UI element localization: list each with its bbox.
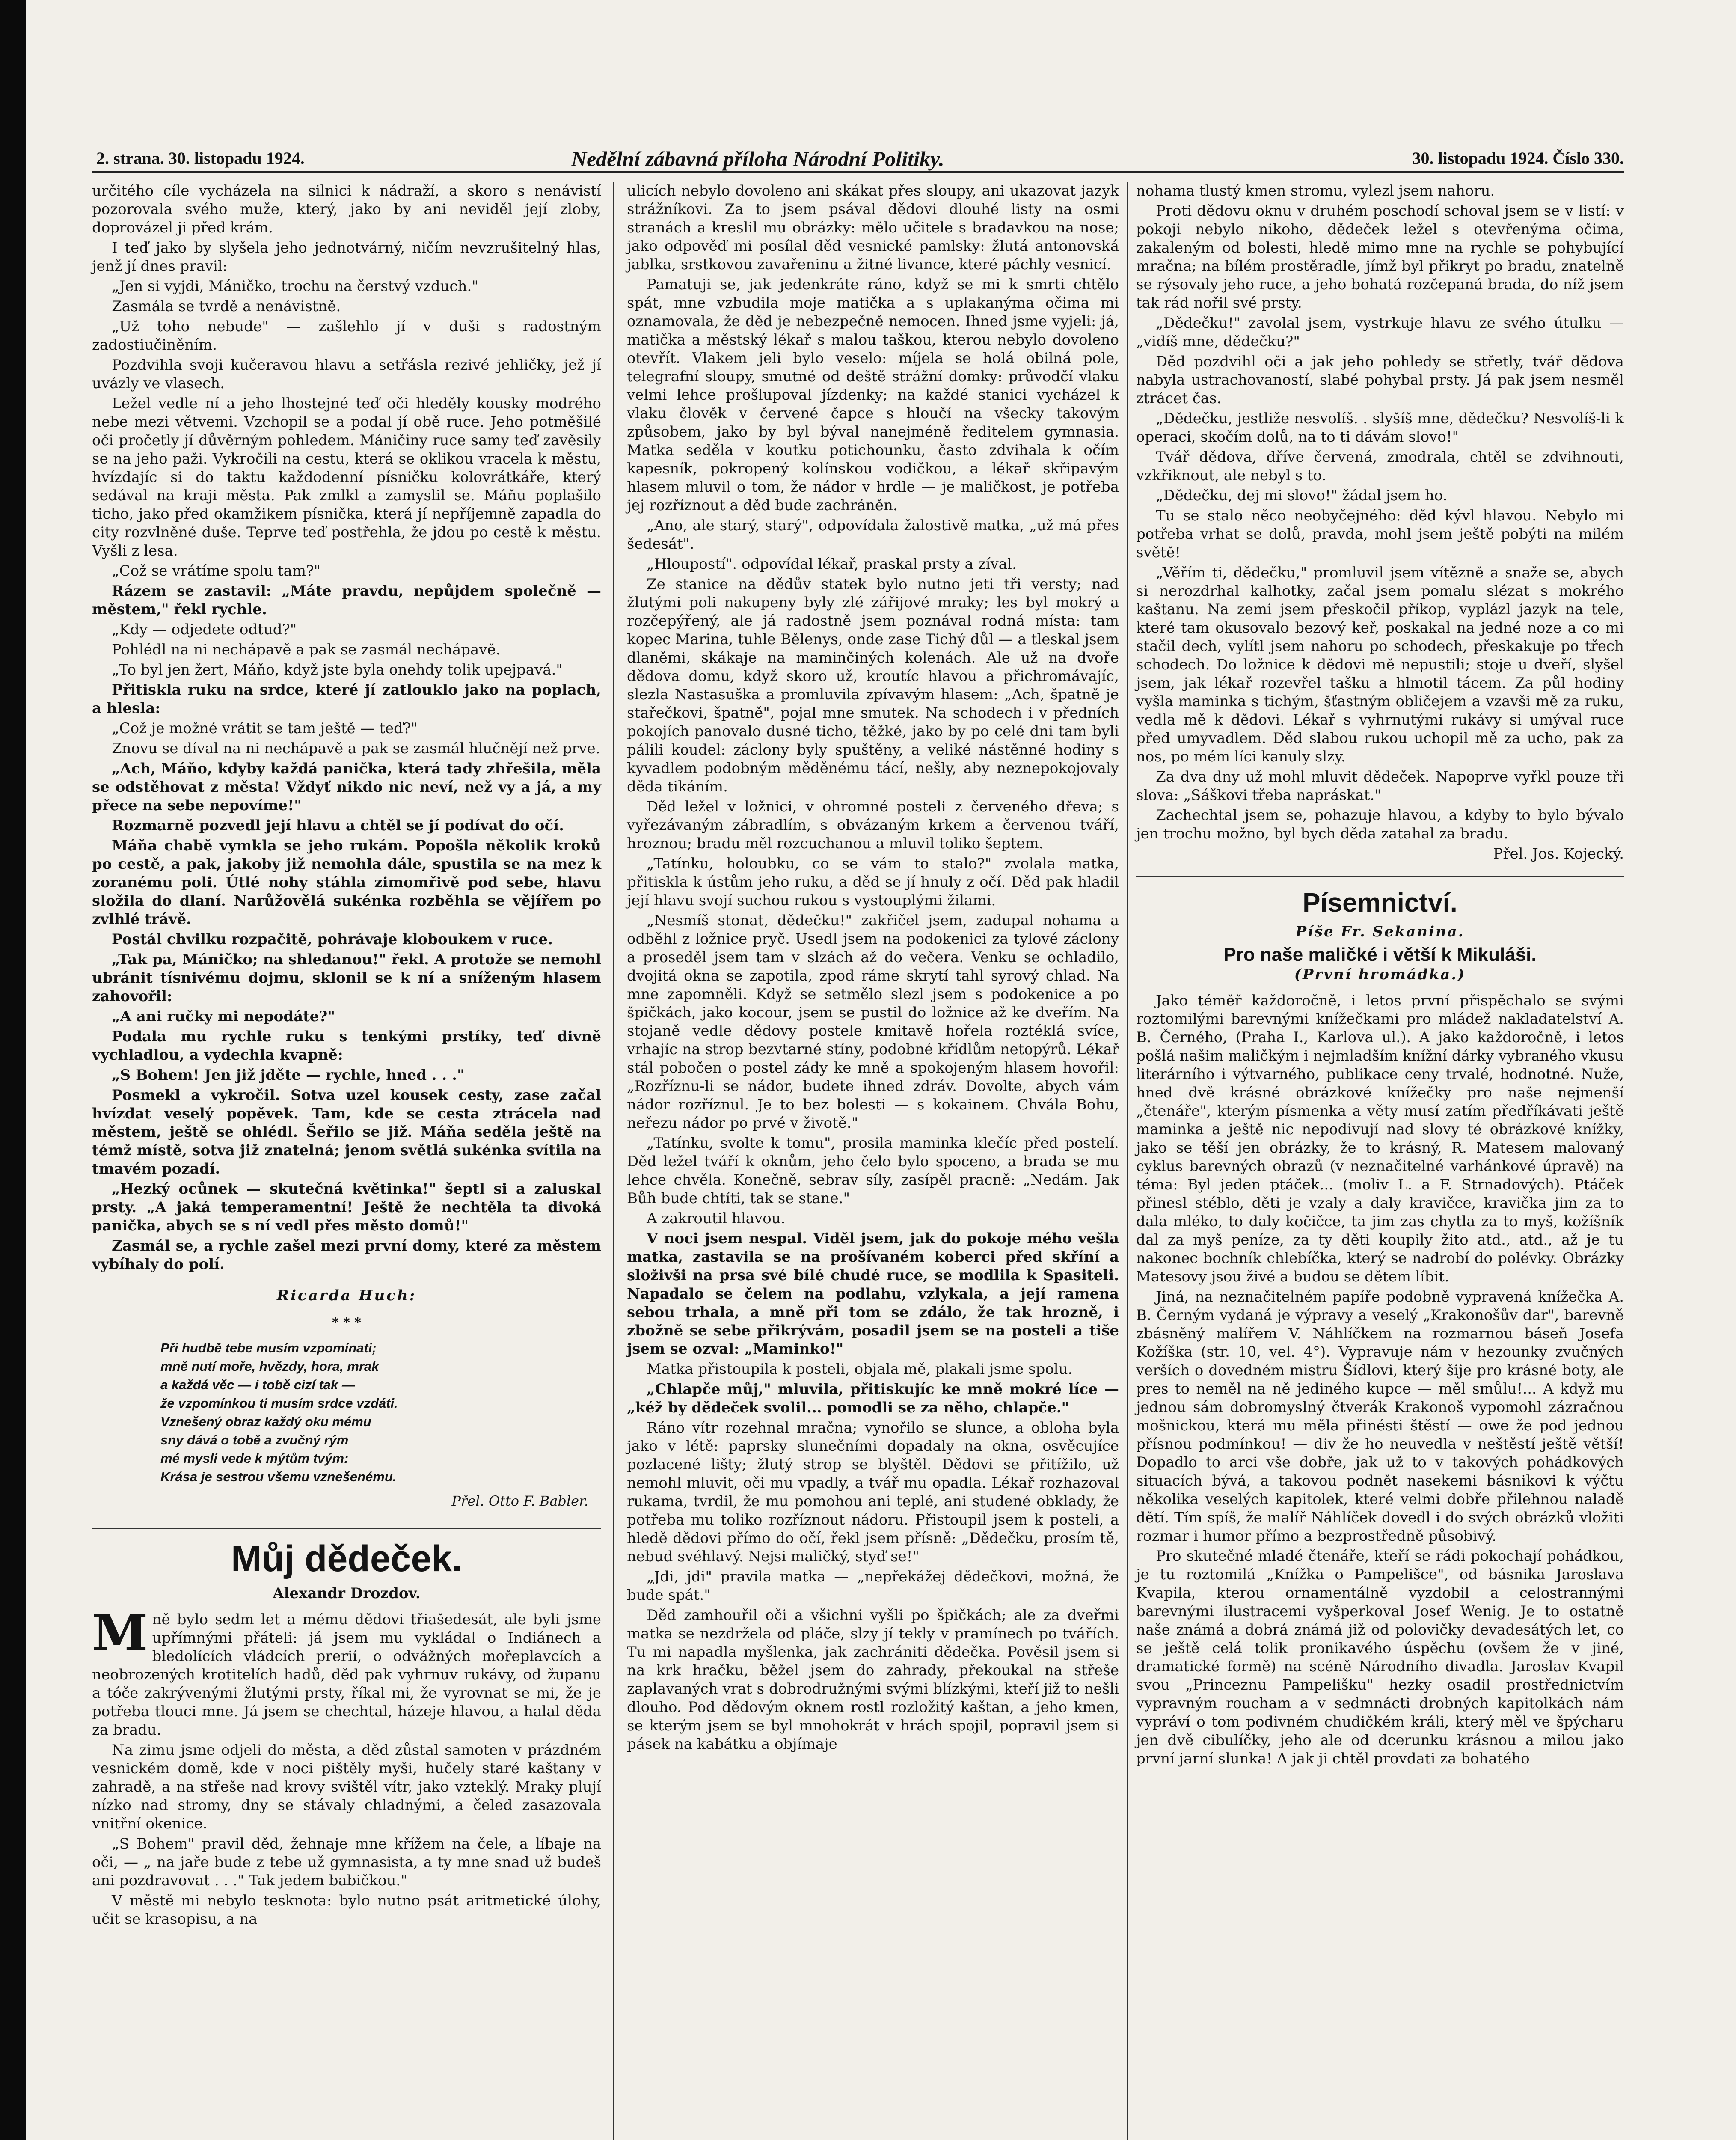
paragraph: „Dědečku, dej mi slovo!" žádal jsem ho. [1156,487,1448,504]
paragraph: „Chlapče můj," mluvila, přitiskujíc ke mně mokré líce — „kéž by dědeček svolil... pomodli se za něho, chlapče." [627,1381,1119,1416]
paragraph: „A ani ručky mi nepodáte?" [112,1008,335,1025]
story-author: Alexandr Drozdov. [273,1585,421,1602]
paragraph: „Tatínku, svolte k tomu", prosila maminka klečíc před postelí. Děd ležel tváří k oknům, jeho čelo bylo spoceno, a brada se mu lehce chvěla. Konečně, sebrav síly, zasípěl pracně: „Nedám. Jak Bůh bude chtíti, tak se stane." [627,1135,1119,1207]
paragraph: Přitiskla ruku na srdce, které jí zatlouklo jako na poplach, a hlesla: [92,681,601,717]
poem-line: Krása je sestrou všemu vznešenému. [160,1469,397,1484]
newspaper-page [92,141,1624,2140]
separator [1136,876,1624,877]
paragraph: Zasmál se, a rychle zašel mezi první domy, které za městem vybíhaly do polí. [92,1237,601,1273]
paragraph: Děd zamhouřil oči a všichni vyšli po špičkách; ale za dveřmi matka se nezdržela od pláče, slzy jí tekly v pramínech po tvářích. Tu mi napadla myšlenka, jak zachrániti dědečka. Pověsil jsem si na krk hračku, běžel jsem do zahrady, překoukal na střeše zaplavaných vrat s dobrodružnými svými blízkými, kteří již to nešli dlouho. Pod dědovým oknem rostl rozložitý kaštan, a jeho kmen, se kterým jsem se byl mnohokrát v hrách spojil, popravil jsem si pásek na kabátku a objímaje [627,1607,1119,1753]
paragraph: V městě mi nebylo tesknota: bylo nutno psát aritmetické úlohy, učit se krasopisu, a na [92,1892,601,1928]
poem-line: sny dává o tobě a zvučný rým [160,1433,349,1447]
paragraph: Tvář dědova, dříve červená, zmodrala, chtěl se zdvihnouti, vzkřiknout, ale nebyl s to. [1136,449,1624,484]
paragraph: „Věřím ti, dědečku," promluvil jsem vítězně a snaže se, abych si nerozdrhal kalhotky, začal jsem pomalu slézat s mokrého kaštanu. Na zemi jsem přeskočil příkop, vyplázl jazyk na tele, které tam okusovalo bezový keř, poskakal na jedné noze a co mi stačil dech, vylítl jsem nahoru po schodech, přeskakuje po třech schodech. Do ložnice k dědovi mě nepustili; stoje u dveří, slyšel jsem, jak lékař rozevřel tašku a hlmotil tácem. Za půl hodiny vyšla maminka s tichým, šťastným obličejem a vzavši mě za ruku, vedla mě k dědovi. Lékař s vyhrnutými rukávy si umýval ruce před umyvadlem. Děd slabou rukou uchopil mě za ucho, pak za nos, po mém líci kanuly slzy. [1136,564,1624,765]
paragraph: I teď jako by slyšela jeho jednotvárný, ničím nevzrušitelný hlas, jenž jí dnes pravil: [92,239,601,275]
header-date-right: 30. listopadu 1924. Číslo 330. [1412,149,1624,168]
paragraph: Děd ležel v ložnici, v ohromné posteli z červeného dřeva; s vyřezávaným zábradlím, s obvázaným krkem a červenou tváří, hroznou; bradu měl rozcuchanou a mluvil toliko šeptem. [627,798,1119,852]
paragraph: Pamatuji se, jak jedenkráte ráno, když se mi k smrti chtělo spát, mne vzbudila moje matička a s uplakanýma očima mi oznamovala, že děd je nebezpečně nemocen. Ihned jsme vyjeli: já, matička a městský lékař s malou taškou, kterou nebylo dovoleno otevřít. Vlakem jeli bylo veselo: míjela se holá obilná pole, telegrafní sloupy, smutné od deště strážní domky: průvodčí vlaku velmi lehce prošlupoval jízdenky; na každé stanici vycházel k vlaku člověk v červené čapce s hloučí na všecky takovým způsobem, jako by byl býval nanejméně ředitelem gymnasia. Matka seděla v koutku potichounku, často zdvihala k očím kapesník, pokropený kolínskou vodičkou, a lékař skřipavým hlasem mluvil o tom, že nádor v hrdle — je maličkost, je potřeba jej rozříznout a děd bude zachráněn. [627,276,1119,514]
header-masthead: Nedělní zábavná příloha Národní Politiky. [571,147,944,171]
paragraph: Máňa chabě vymkla se jeho rukám. Popošla několik kroků po cestě, a pak, jakoby již nemohla dále, spustila se na mez k zoranému poli. Útlé nohy stáhla zimomřivě pod sebe, hlavu složila do dlaní. Narůžovělá sukénka rozběhla se vějířem po zvlhlé trávě. [92,837,601,928]
column-rule [1127,182,1128,2140]
paragraph: Proti dědovu oknu v druhém poschodí schoval jsem se v listí: v pokoji nebylo nikoho, dědeček ležel s otevřenýma očima, zakaleným od bolesti, hledě mimo mne na rychle se pohybující mračna; na bílém prostěradle, jímž byl přikryt po bradu, znatelně se rýsovaly jeho ruce, a jeho bohatá rozčepaná brada, do níž jsem tak rád nořil své prsty. [1136,202,1624,312]
paragraph: určitého cíle vycházela na silnici k nádraží, a skoro s nenávistí pozorovala svého muže, který, jako by ani neviděl její zloby, doprovázel ji před krám. [92,182,601,236]
paragraph: „Jdi, jdi" pravila matka — „nepřekážej dědečkovi, možná, že bude spát." [627,1568,1119,1604]
section-heading: Pro naše maličké i větší k Mikuláši. [1223,944,1537,965]
poem-line: Vznešený obraz každý oku mému [160,1414,371,1429]
paragraph: Znovu se díval na ni nechápavě a pak se zasmál hlučnějí než prve. [112,740,600,757]
paragraph-text: ně bylo sedm let a mému dědovi třiašedesát, ale byli jsme upřímnými přáteli: já jsem mu vykládal o Indiánech a bledolících vládcích prerií, o odvážných mořeplavcích a neobrozených krotitelích hadů, děd pak vyhrnuv rukávy, od županu a tóče zakrývenými žlutými prsty, říkal mi, že vyrovnat se mi, že je potřeba tlouci mne. Já jsem se chechtal, házeje hlavou, a halal děda za bradu. [92,1611,601,1739]
story-translator: Přel. Jos. Kojecký. [1493,845,1624,862]
poem [92,1339,601,1486]
page-header [92,146,1624,173]
poem-line: Při hudbě tebe musím vzpomínati; [160,1340,377,1355]
paragraph: „Což je možné vrátit se tam ještě — teď?" [112,720,418,737]
paragraph: Tu se stalo něco neobyčejného: děd kývl hlavou. Nebylo mi potřeba vrhat se dolů, pravda, mohl jsem ještě pobýti na milém světě! [1136,507,1624,561]
poem-stars: * * * [332,1315,361,1330]
paragraph: „S Bohem" pravil děd, žehnaje mne křížem na čele, a líbaje na oči, — „ na jaře bude z tebe už gymnasista, a ty mne snad už budeš ani pozdravovat . . ." Tak jedem babičkou." [92,1835,601,1889]
paragraph: Za dva dny už mohl mluvit dědeček. Napoprve vyřkl pouze tři slova: „Sáškovi třeba napráskat." [1136,768,1624,804]
paragraph: „Už toho nebude" — zašlehlo jí v duši s radostným zadostiučiněním. [92,318,601,354]
section-subheading: (První hromádka.) [1294,966,1466,983]
paragraph: Jako téměř každoročně, i letos první přispěchalo se svými roztomilými barevnými knížečkami pro mládež nakladatelství A. B. Černého, (Praha I., Karlova ul.). A jako každoročně, i letos pošlá našim maličkým i nejmladším knížní dárky vybraného vkusu literárního i výtvarného, publikace ceny trvalé, hodnotné. Nuže, hned dvě krásné obrázkové knížečky pro naše nejmenší „čtenáře", kterým písmenka a věty musí zatím předříkávati ještě maminka a ještě nic nepodivují nad slovy té obrázkové knížky, jako se těší jen obrázky, že to krásný, R. Matesem malovaný cyklus barevných obrazů (v neznačitelné varhánkové úpravě) na téma: Byl jeden ptáček... (moliv L. a F. Strnadových). Ptáček přinesl stéblo, děti je vzaly a daly kravičce, kravička jim za to dala mléko, to daly kočičce, ta jim zas chytla za to myš, kožíšník dal za myš peníze, za ty děti koupily žito atd., atd., až je tu nakonec bochník chlebíčka, který se nadrobí do polévky. Obrázky Matesovy jsou živé a budou se dětem líbit. [1136,992,1624,1285]
story-title: Můj dědeček. [231,1538,463,1579]
separator [92,1528,601,1529]
paragraph: V noci jsem nespal. Viděl jsem, jak do pokoje mého vešla matka, zastavila se na prošívaném koberci před skříní a složivši na prsa své bílé chudé ruce, se modlila k Spasiteli. Napadalo se čelem na podlahu, vzlykala, a její ramena sebou trhala, a mně při tom se zdálo, že tak hrozně, i zbožně se sebe přikrývám, posadil jsem se na posteli a tiše jsem se ozval: „Maminko!" [627,1230,1119,1358]
paragraph: A zakroutil hlavou. [647,1210,786,1227]
column-rule [613,182,614,2140]
poem-line: mně nutí moře, hvězdy, hora, mrak [160,1359,379,1374]
poem-translator: Přel. Otto F. Babler. [451,1493,588,1509]
paragraph: „To byl jen žert, Máňo, když jste byla onehdy tolik upejpavá." [112,661,563,678]
paragraph: „Ano, ale starý, starý", odpovídala žalostivě matka, „už má přes šedesát". [627,517,1119,553]
paragraph: „Jen si vyjdi, Máničko, trochu na čerstvý vzduch." [112,278,478,295]
paragraph: „Hezký ocůnek — skutečná květinka!" šeptl si a zaluskal prsty. „A jaká temperamentní! Ještě že nechtěla ta divoká panička, abych se s ní vedl přes město domů!" [92,1180,601,1234]
paragraph: Ze stanice na dědův statek bylo nutno jeti tři versty; nad žlutými poli nakupeny byly zlé zářijové mraky; les byl mokrý a rozčepýřený, ale já radostně jsem poznával rodná místa: tam kopec Marina, tuhle Bělenys, onde zase Tichý důl — a tleskal jsem dlaněmi, skákaje na maminčiných kolenách. Ale už na dvoře dědova domu, když skoro už, kroutíc hlavou a přichromávajíc, slezla Nastasuška a promluvila zpívavým hlasem: „Ach, špatně je stařečkovi, špatně", pojal mne smutek. Na schodech i v předních pokojích panovalo dusné ticho, těžké, jako by po celé dni tam byli pálili koudel: záclony byly spuštěny, a veliké nástěnné hodiny s kyvadlem podobným měděnému tácí, nešly, aby neznepokojovaly děda tikáním. [627,576,1119,795]
paragraph: Jiná, na neznačitelném papíře podobně vypravená knížečka A. B. Černým vydaná je výpravy a veselý „Krakonošův dar", barevně zbásněný malířem V. Náhlíčkem na rozmarnou báseň Josefa Kožíška (str. 10, vel. 4°). Vypravuje nám v hezounky zvučných verších o dovedném mistru Šídlovi, který šije pro krásné boty, ale pres to neměl na ně jediného kupce — měl smůlu!... A když mu jednou sám dobromyslný čtverák Krakonoš vypomohl zázračnou mošnickou, která mu měla přinésti štěstí — owe že pod jednou přísnou podmínkou! — div že ho neuvedla v neštěstí ještě větší! Dopadlo to arci vše dobře, jak už to v takových pohádkových situacích bývá, a takovou podnět nasekemi básnikovi k výčtu několika veselých kapitolek, které velmi dobře přilehnou naladě dětí. Tím spíš, že malíř Náhlíček dovedl i do svých obrázků vložiti rozmar i humor přímo a bezprostředně působivý. [1136,1288,1624,1545]
paragraph: „Což se vrátíme spolu tam?" [112,562,320,580]
scan-edge [0,0,26,2140]
header-date-left: 2. strana. 30. listopadu 1924. [96,149,305,168]
paragraph: Na zimu jsme odjeli do města, a děd zůstal samoten v prázdném vesnickém domě, kde v noci pištěly myši, hučely staré kaštany v zahradě, a na střeše nad krovy svištěl vítr, jako vzteklý. Mraky plují nízko nad stromy, dny se stávaly chladnými, a čeled zasazovala vnitřní okenice. [92,1742,601,1832]
column-3 [1136,182,1624,1770]
paragraph: Rozmarně pozvedl její hlavu a chtěl se jí podívat do očí. [112,817,564,834]
paragraph: Podala mu rychle ruku s tenkými prstíky, teď divně vychladlou, a vydechla kvapně: [92,1028,601,1064]
paragraph: „Ach, Máňo, kdyby každá panička, která tady zhřešila, měla se odstěhovat z města! Vždyť nikdo nic neví, než vy a já, a my přece na sebe nepovíme!" [92,760,601,814]
paragraph: Ležel vedle ní a jeho lhostejné teď oči hleděly kousky modrého nebe mezi větvemi. Vzchopil se a podal jí obě ruce. Jeho potměšilé oči pročetly jí důvěrným pohledem. Máničiny ruce samy teď zavěsily se na jeho paži. Vykročili na cestu, která se oklikou vracela k městu, hvízdajíc si do taktu každodenní písničku kolovrátkáře, který sedával na kraji města. Pak zmlkl a zamyslil se. Máňu poplašilo ticho, jako před okamžikem písnička, která jí nepříjemně zapadla do city rozvlněné duše. Teprve teď postřehla, že jdou po cestě k městu. Vyšli z lesa. [92,395,601,559]
paragraph: Pohlédl na ni nechápavě a pak se zasmál nechápavě. [112,641,501,658]
paragraph: „Tatínku, holoubku, co se vám to stalo?" zvolala matka, přitiskla k ústům jeho ruku, a děd se jí hnuly z očí. Děd pak hladil její hlavu svojí suchou rukou s vystouplými žilami. [627,855,1119,909]
paragraph: Rázem se zastavil: „Máte pravdu, nepůjdem společně — městem," řekl rychle. [92,583,601,618]
paragraph: ulicích nebylo dovoleno ani skákat přes sloupy, ani ukazovat jazyk strážníkovi. Za to jsem psával dědovi dlouhé listy na osmi stranách a kreslil mu obrázky: mělo učitele s bradavkou na nose; jako odpověď mi posílal děd vesnické pamlsky: žlutá antonovská jablka, srstkovou zavařeninu a žitné livance, které páchly vesnicí. [627,182,1119,273]
paragraph: Pozdvihla svoji kučeravou hlavu a setřásla rezivé jehličky, jež jí uvázly ve vlasech. [92,357,601,392]
paragraph: nohama tlustý kmen stromu, vylezl jsem nahoru. [1136,182,1495,199]
paragraph: Posmekl a vykročil. Sotva uzel kousek cesty, zase začal hvízdat veselý popěvek. Tam, kde se cesta ztrácela nad městem, ještě se ohlédl. Šeřilo se již. Máňa seděla ještě na témž místě, sotva již znatelná; jenom světlá sukénka svítila na tmavém pozadí. [92,1087,601,1177]
paragraph: Děd pozdvihl oči a jak jeho pohledy se střetly, tvář dědova nabyla ustrachovaností, slabé pohybal prsty. Já pak jsem nesměl ztrácet čas. [1136,353,1624,407]
paragraph: Zasmála se tvrdě a nenávistně. [112,298,341,315]
paragraph: „Tak pa, Máničko; na shledanou!" řekl. A protože se nemohl ubránit tísnivému dojmu, sklonil se k ní a sníženým hlasem zahovořil: [92,951,601,1005]
paragraph: Ráno vítr rozehnal mračna; vynořilo se slunce, a obloha byla jako v létě: paprsky slunečními dopadaly na okna, osvěcujíce pozlacené lišty; žlutý strop se blyštěl. Dědovi se přitížilo, už nemohl mluvit, oči mu vpadly, a tvář mu opadla. Lékař rozhazoval rukama, tvrdil, že mu pomohou ani teplé, ani studené obklady, že potřeba mu toliko rozříznout nádoru. Přistoupil jsem k posteli, a hledě dědovi přímo do očí, řekl jsem přísně: „Dědečku, prosím tě, nebud svéhlavý. Nejsi maličký, styď se!" [627,1419,1119,1565]
paragraph: Zachechtal jsem se, pohazuje hlavou, a kdyby to bylo bývalo jen trochu možno, byl bych děda zatahal za bradu. [1136,807,1624,842]
poem-line: že vzpomínkou ti musím srdce vzdáti. [160,1396,398,1411]
poem-author: Ricarda Huch: [276,1287,417,1304]
paragraph: „Nesmíš stonat, dědečku!" zakřičel jsem, zadupal nohama a odběhl z ložnice pryč. Usedl jsem na podokenici za tylové záclony a proseděl jsem tam v slzách až do večera. Venku se ochladilo, dvojitá okna se zapotila, zpod ráme skrytí tahl syrový chlad. Na mne zapomněli. Když se setmělo slezl jsem s podokenice a po špičkách, jako kocour, jsem se pustil do ložnice až ke dveřím. Na stojaně vedle dědovy postele kmitavě hořela roztéklá svíce, vrhajíc na strop bezvtarné stíny, podobné křídlům netopýrů. Lékař stál pobočen o postel zády ke mně a spokojeným hlasem hovořil: „Rozříznu-li se nádor, budete ihned zdráv. Dovolte, abych vám nádor rozříznul. Je to bez bolesti — s kokainem. Chvála Bohu, neřezu nádor po prvé v životě." [627,912,1119,1132]
paragraph: Postál chvilku rozpačitě, pohrávaje kloboukem v ruce. [112,931,553,948]
drop-cap: M [92,1603,148,1662]
paragraph: „Dědečku!" zavolal jsem, vystrkuje hlavu ze svého útulku — „vidíš mne, dědečku?" [1136,315,1624,350]
column-2 [627,182,1119,1755]
poem-line: mé mysli vede k mýtům tvým: [160,1451,349,1466]
poem-line: a každá věc — i tobě cizí tak — [160,1377,355,1392]
paragraph: „Dědečku, jestliže nesvolíš. . slyšíš mne, dědečku? Nesvolíš-li k operaci, skočím dolů, na to ti dávám slovo!" [1136,410,1624,446]
paragraph: Pro skutečné mladé čtenáře, kteří se rádi pokochají pohádkou, je tu roztomilá „Knížka o Pampelišce", od básnika Jaroslava Kvapila, kterou ornamentálně vyzdobil a celostrannými barevnými ilustracemi vyšperkoval Josef Wenig. Je to ostatně naše známá a dobrá známá již od polovičky devadesátých let, co se ještě celá tolik pronikavého úspěchu (ovšem že v jiné, dramatické formě) na scéně Národního divadla. Jaroslav Kvapil svou „Princeznu Pampelišku" hezky osadil prostřednictvím vypravným roucham a v sedmnácti drobných kapitolkách nám vypráví o tom podivném chudičkém králi, který měl ve špýcharu jen dvě cibulíčky, jeho ale od dcerunku krásnou a milou jako první jarní slunka! A jak ji chtěl provdati za bohatého [1136,1548,1624,1767]
paragraph: „S Bohem! Jen již jděte — rychle, hned . . ." [112,1067,465,1084]
paragraph: „Kdy — odjedete odtud?" [112,621,297,638]
paragraph: Matka přistoupila k posteli, objala mě, plakali jsme spolu. [647,1361,1073,1378]
paragraph: „Hloupostí". odpovídal lékař, praskal prsty a zíval. [647,556,1017,573]
section-author: Píše Fr. Sekanina. [1295,923,1465,940]
section-title: Písemnictví. [1303,888,1457,918]
column-1 [92,182,601,1930]
paragraph [92,1603,601,1739]
